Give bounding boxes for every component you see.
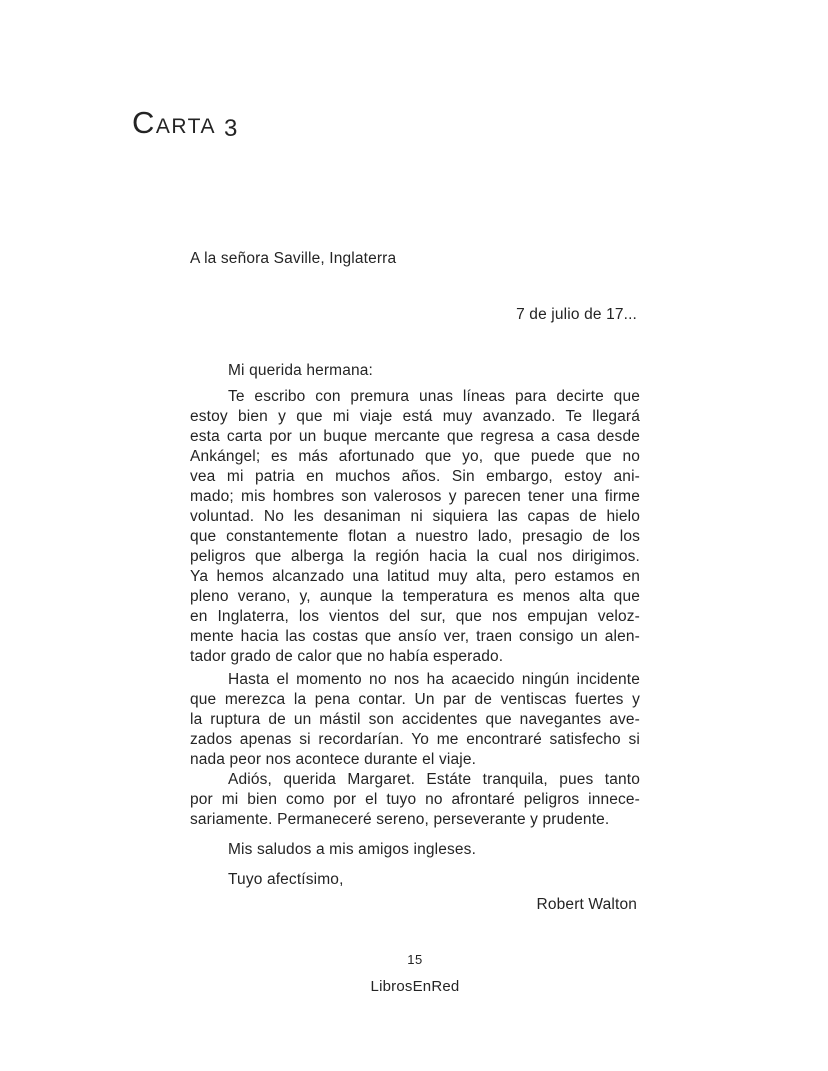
text-line: nada peor nos acontece durante el viaje. [190, 751, 477, 768]
text-line: Te escribo con premura unas líneas para decirte que [228, 388, 640, 405]
page-number: 15 [407, 952, 423, 967]
recipient-line: A la señora Saville, Inglaterra [190, 250, 397, 267]
text-line: mente hacia las costas que ansío ver, traen consigo un alen- [190, 628, 640, 645]
text-line: zados apenas si recordarían. Yo me encontraré satisfecho si [190, 731, 640, 748]
text-line: que constantemente flotan a nuestro lado, presagio de los [190, 528, 640, 545]
text-line: estoy bien y que mi viaje está muy avanzado. Te llegará [190, 408, 640, 425]
text-line: Ya hemos alcanzado una latitud muy alta, pero estamos en [190, 568, 640, 585]
chapter-title [132, 104, 239, 141]
text-line: peligros que alberga la región hacia la cual nos dirigimos. [190, 548, 640, 565]
text-line: mado; mis hombres son valerosos y parecen tener una firme [190, 488, 640, 505]
salutation-line: Mi querida hermana: [228, 362, 374, 379]
chapter-title-initial: C [132, 105, 156, 140]
chapter-title-rest: ARTA [155, 115, 216, 138]
text-line: pleno verano, y, aunque la temperatura es menos alta que [190, 588, 640, 605]
text-line: en Inglaterra, los vientos del sur, que nos empujan veloz- [190, 608, 640, 625]
signature-line: Robert Walton [536, 896, 637, 913]
date-line: 7 de julio de 17... [516, 306, 637, 323]
text-line: por mi bien como por el tuyo no afrontaré peligros innece- [190, 791, 640, 808]
chapter-number: 3 [223, 115, 239, 142]
letter-paragraph-2 [190, 670, 640, 770]
closing-line-valediction: Tuyo afectísimo, [228, 871, 344, 888]
text-line: que merezca la pena contar. Un par de ventiscas fuertes y [190, 691, 640, 708]
text-line: voluntad. No les desaniman ni siquiera las capas de hielo [190, 508, 640, 525]
text-line: esta carta por un buque mercante que regresa a casa desde [190, 428, 640, 445]
text-line: Adiós, querida Margaret. Estáte tranquila, pues tanto [228, 771, 640, 788]
text-line: vea mi patria en muchos años. Sin embargo, estoy ani- [190, 468, 640, 485]
text-line: Hasta el momento no nos ha acaecido ningún incidente [228, 671, 640, 688]
text-line: la ruptura de un mástil son accidentes que navegantes ave- [190, 711, 640, 728]
closing-line-regards: Mis saludos a mis amigos ingleses. [228, 841, 477, 858]
text-line: tador grado de calor que no había esperado. [190, 648, 504, 665]
letter-paragraph-1 [190, 387, 640, 667]
letter-paragraph-3 [190, 770, 640, 830]
text-line: Ankángel; es más afortunado que yo, que puede que no [190, 448, 640, 465]
text-line: sariamente. Permaneceré sereno, perseverante y prudente. [190, 811, 610, 828]
publisher-name: LibrosEnRed [370, 978, 460, 995]
